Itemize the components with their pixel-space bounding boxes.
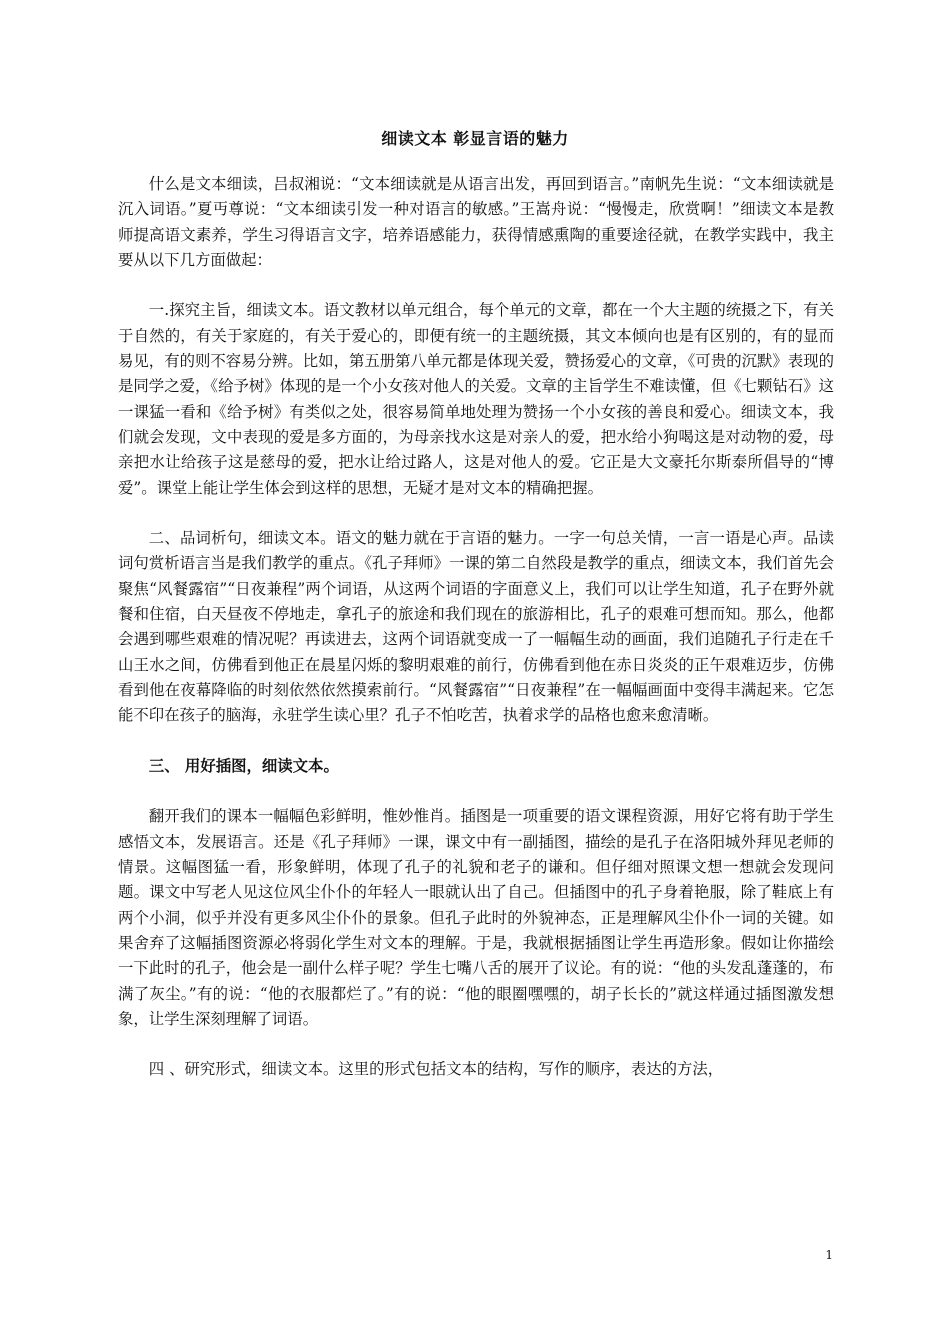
document-body (118, 172, 834, 1108)
section-one-paragraph: 一.探究主旨，细读文本。语文教材以单元组合，每个单元的文章，都在一个大主题的统摄之下，有关于自然的，有关于家庭的，有关于爱心的，即便有统一的主题统摄，其文本倾向也是有区别的，有的显而易见，有的则不容易分辨。比如，第五册第八单元都是体现关爱，赞扬爱心的文章，《可贵的沉默》表现的是同学之爱，《给予树》体现的是一个小女孩对他人的关爱。文章的主旨学生不难读懂，但《七颗钻石》这一课猛一看和《给予树》有类似之处，很容易简单地处理为赞扬一个小女孩的善良和爱心。细读文本，我们就会发现，文中表现的爱是多方面的，为母亲找水这是对亲人的爱，把水给小狗喝这是对动物的爱，母亲把水让给孩子这是慈母的爱，把水让给过路人，这是对他人的爱。它正是大文豪托尔斯泰所倡导的“博爱”。课堂上能让学生体会到这样的思想，无疑才是对文本的精确把握。 (118, 301, 834, 497)
page-number: 1 (825, 1248, 833, 1262)
intro-paragraph: 什么是文本细读，吕叔湘说：“文本细读就是从语言出发，再回到语言。”南帆先生说：“文本细读就是沉入词语。”夏丏尊说：“文本细读引发一种对语言的敏感。”王嵩舟说：“慢慢走，欣赏啊！”细读文本是教师提高语文素养，学生习得语言文字，培养语感能力，获得情感熏陶的重要途径就，在教学实践中，我主要从以下几方面做起： (118, 175, 834, 269)
section-three-heading: 三、 用好插图，细读文本。 (148, 756, 339, 775)
document-title: 细读文本 彰显言语的魅力 (381, 129, 569, 148)
section-three-paragraph: 翻开我们的课本一幅幅色彩鲜明，惟妙惟肖。插图是一项重要的语文课程资源，用好它将有助于学生感悟文本，发展语言。还是《孔子拜师》一课，课文中有一副插图，描绘的是孔子在洛阳城外拜见老师的情景。这幅图猛一看，形象鲜明，体现了孔子的礼貌和老子的谦和。但仔细对照课文想一想就会发现问题。课文中写老人见这位风尘仆仆的年轻人一眼就认出了自己。但插图中的孔子身着艳服，除了鞋底上有两个小洞，似乎并没有更多风尘仆仆的景象。但孔子此时的外貌神态，正是理解风尘仆仆一词的关键。如果舍弃了这幅插图资源必将弱化学生对文本的理解。于是，我就根据插图让学生再造形象。假如让你描绘一下此时的孔子，他会是一副什么样子呢？学生七嘴八舌的展开了议论。有的说：“他的头发乱蓬蓬的，布满了灰尘。”有的说：“他的衣服都烂了。”有的说：“他的眼圈嘿嘿的，胡子长长的”就这样通过插图激发想象，让学生深刻理解了词语。 (118, 807, 834, 1028)
section-two-paragraph: 二、品词析句，细读文本。语文的魅力就在于言语的魅力。一字一句总关情，一言一语是心声。品读词句赏析语言当是我们教学的重点。《孔子拜师》一课的第二自然段是教学的重点，细读文本，我们首先会聚焦“风餐露宿”“日夜兼程”两个词语，从这两个词语的字面意义上，我们可以让学生知道，孔子在野外就餐和住宿，白天昼夜不停地走，拿孔子的旅途和我们现在的旅游相比，孔子的艰难可想而知。那么，他都会遇到哪些艰难的情况呢？再读进去，这两个词语就变成一了一幅幅生动的画面，我们追随孔子行走在千山王水之间，仿佛看到他正在晨星闪烁的黎明艰难的前行，仿佛看到他在赤日炎炎的正午艰难迈步，仿佛看到他在夜幕降临的时刻依然依然摸索前行。“风餐露宿”“日夜兼程”在一幅幅画面中变得丰满起来。它怎能不印在孩子的脑海，永驻学生读心里？孔子不怕吃苦，执着求学的品格也愈来愈清晰。 (118, 529, 834, 725)
section-four-paragraph: 四 、研究形式，细读文本。这里的形式包括文本的结构，写作的顺序，表达的方法， (148, 1060, 724, 1079)
